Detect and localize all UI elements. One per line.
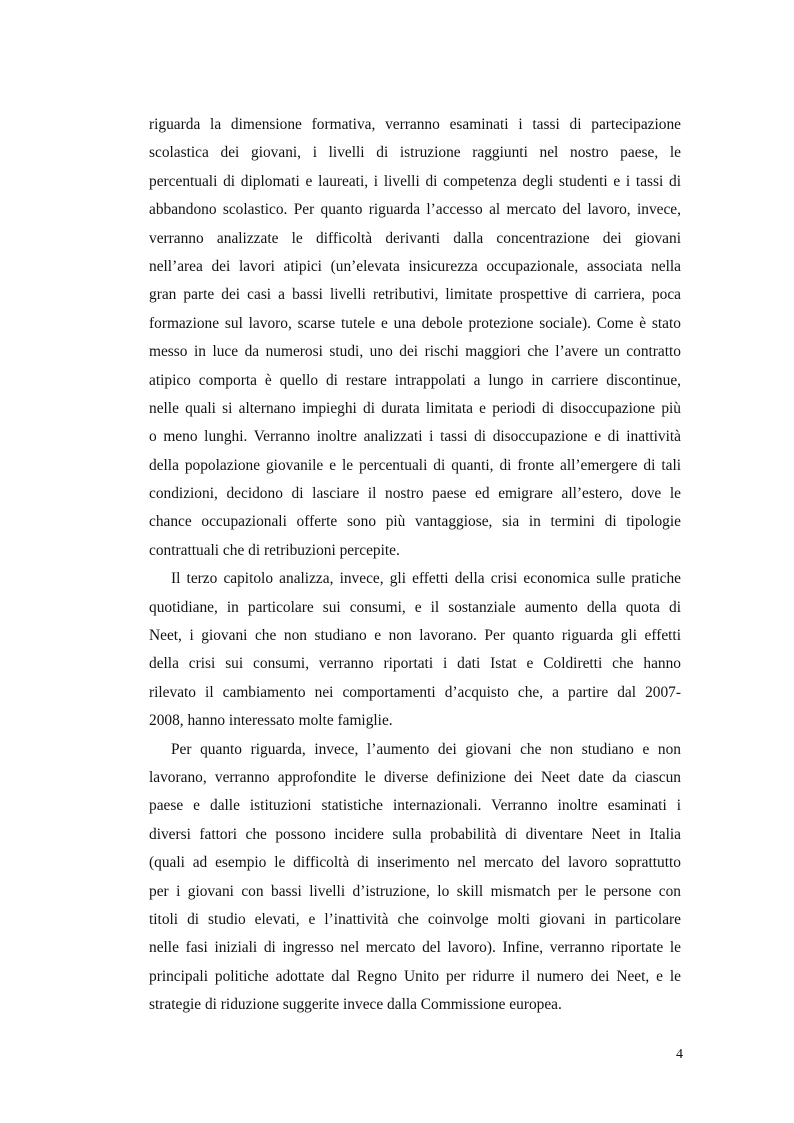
paragraph-1 [149, 111, 681, 565]
text-line: riguarda la dimensione formativa, verranno esaminati i tassi di partecipazione [149, 116, 681, 133]
text-line: lavorano, verranno approfondite le diverse definizione dei Neet date da ciascun [149, 768, 681, 786]
text-line: Per quanto riguarda, invece, l’aumento dei giovani che non studiano e non [171, 740, 681, 758]
text-line: o meno lunghi. Verranno inoltre analizzati i tassi di disoccupazione e di inattività [149, 428, 681, 446]
text-line: gran parte dei casi a bassi livelli retributivi, limitate prospettive di carriera, poca [149, 286, 681, 304]
text-line: abbandono scolastico. Per quanto riguarda l’accesso al mercato del lavoro, invece, [149, 201, 681, 219]
text-line: formazione sul lavoro, scarse tutele e una debole protezione sociale). Come è stato [149, 314, 681, 332]
text-line: atipico comporta è quello di restare intrappolati a lungo in carriere discontinue, [149, 371, 681, 389]
text-line: diversi fattori che possono incidere sulla probabilità di diventare Neet in Italia [149, 825, 681, 843]
text-line: 2008, hanno interessato molte famiglie. [149, 712, 393, 730]
text-line: Il terzo capitolo analizza, invece, gli effetti della crisi economica sulle pratiche [171, 570, 681, 588]
text-line: percentuali di diplomati e laureati, i livelli di competenza degli studenti e i tassi di [149, 172, 681, 190]
text-line: della popolazione giovanile e le percentuali di quanti, di fronte all’emergere di tali [149, 456, 681, 474]
body-text [149, 111, 681, 1020]
text-line: (quali ad esempio le difficoltà di inserimento nel mercato del lavoro soprattutto [149, 854, 681, 872]
text-line: quotidiane, in particolare sui consumi, e il sostanziale aumento della quota di [149, 598, 681, 616]
text-line: verranno analizzate le difficoltà derivanti dalla concentrazione dei giovani [149, 229, 681, 247]
text-line: per i giovani con bassi livelli d’istruzione, lo skill mismatch per le persone con [149, 882, 681, 900]
text-line: contrattuali che di retribuzioni percepite. [149, 541, 400, 559]
text-line: nell’area dei lavori atipici (un’elevata insicurezza occupazionale, associata nella [149, 257, 681, 275]
text-line: titoli di studio elevati, e l’inattività che coinvolge molti giovani in particolare [149, 910, 681, 928]
page-number: 4 [676, 1047, 683, 1062]
paragraph-2 [149, 565, 681, 735]
text-line: nelle quali si alternano impieghi di durata limitata e periodi di disoccupazione più [149, 399, 681, 417]
text-line: strategie di riduzione suggerite invece dalla Commissione europea. [149, 996, 562, 1014]
text-line: paese e dalle istituzioni statistiche internazionali. Verranno inoltre esaminati i [149, 797, 681, 815]
text-line: scolastica dei giovani, i livelli di istruzione raggiunti nel nostro paese, le [149, 144, 681, 162]
paragraph-3 [149, 736, 681, 1020]
text-line: chance occupazionali offerte sono più vantaggiose, sia in termini di tipologie [149, 513, 681, 531]
text-line: rilevato il cambiamento nei comportamenti d’acquisto che, a partire dal 2007- [149, 683, 681, 701]
text-line: Neet, i giovani che non studiano e non lavorano. Per quanto riguarda gli effetti [149, 627, 681, 645]
text-line: messo in luce da numerosi studi, uno dei rischi maggiori che l’avere un contratto [149, 343, 681, 361]
text-line: nelle fasi iniziali di ingresso nel mercato del lavoro). Infine, verranno riportate le [149, 939, 681, 957]
text-line: principali politiche adottate dal Regno Unito per ridurre il numero dei Neet, e le [149, 967, 681, 985]
text-line: della crisi sui consumi, verranno riportati i dati Istat e Coldiretti che hanno [149, 655, 681, 673]
text-line: condizioni, decidono di lasciare il nostro paese ed emigrare all’estero, dove le [149, 485, 681, 503]
